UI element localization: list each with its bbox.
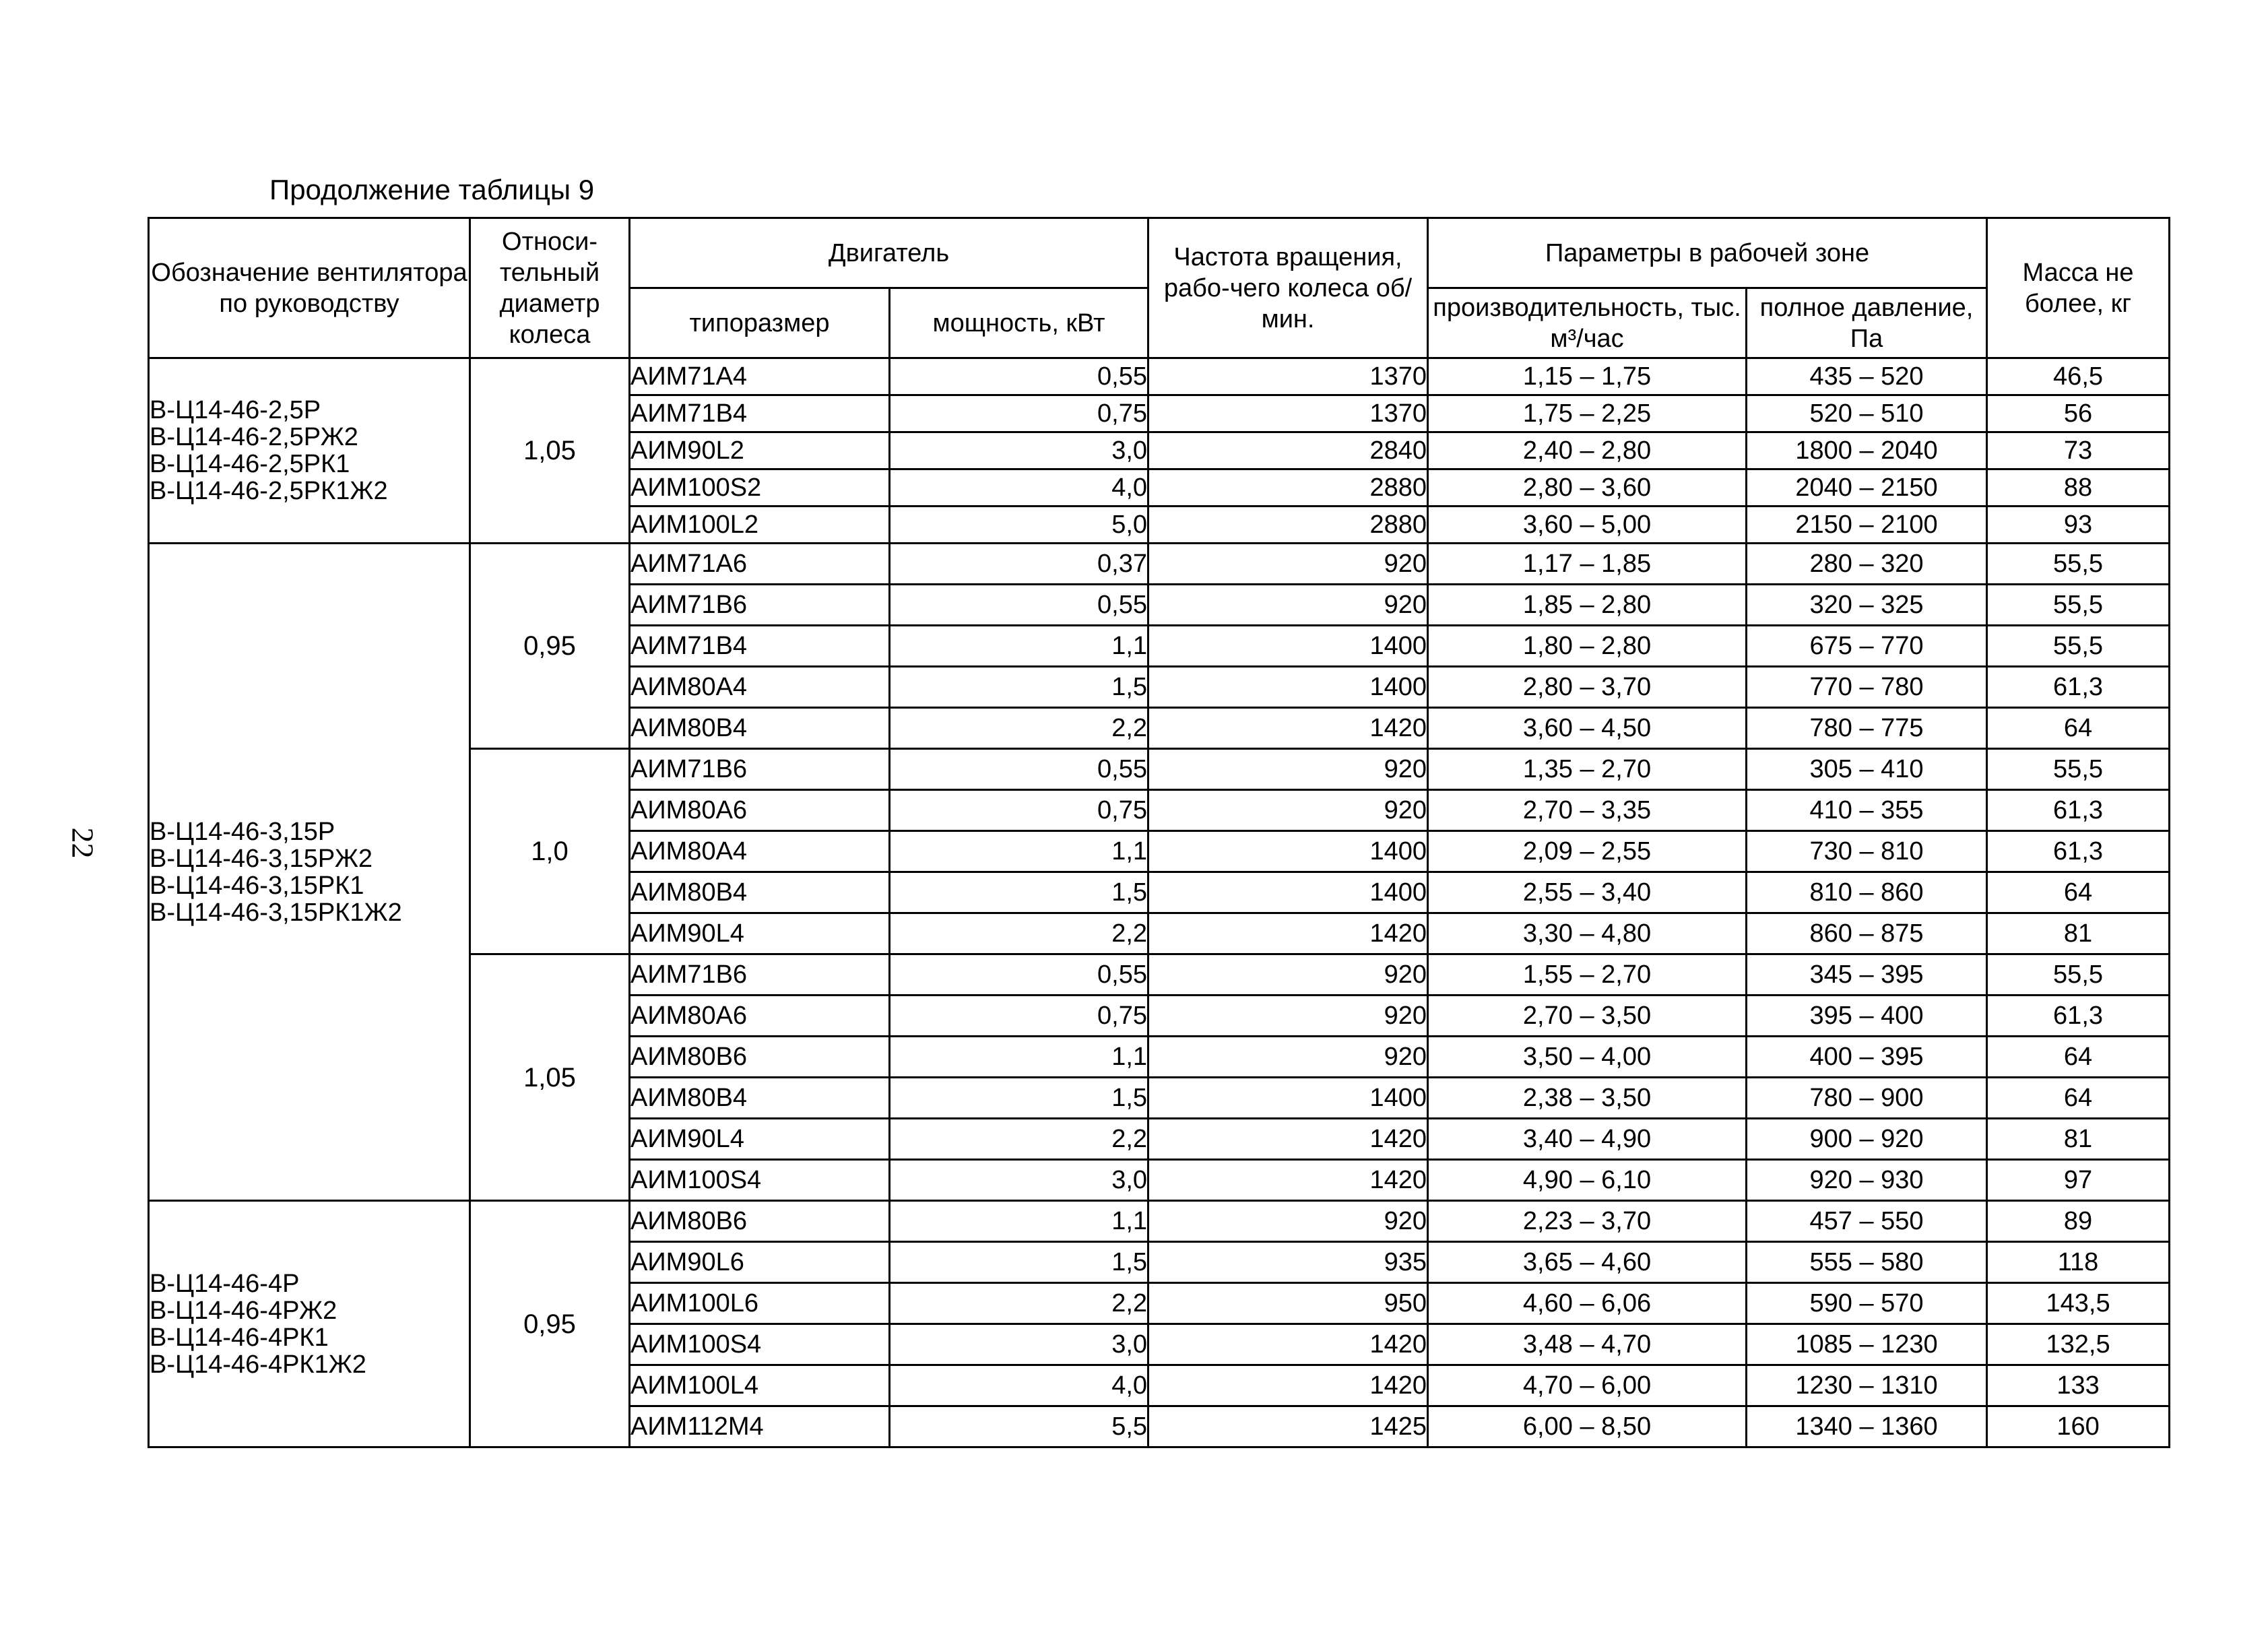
capacity-cell: 4,60 – 6,06 (1428, 1283, 1747, 1324)
capacity-cell: 1,15 – 1,75 (1428, 358, 1747, 395)
fan-designation: В-Ц14-46-4РЖ2 (150, 1296, 337, 1325)
mass-cell: 61,3 (1987, 996, 2170, 1037)
pressure-cell: 1085 – 1230 (1747, 1324, 1987, 1365)
pressure-cell: 555 – 580 (1747, 1242, 1987, 1283)
capacity-cell: 1,75 – 2,25 (1428, 395, 1747, 432)
capacity-cell: 1,17 – 1,85 (1428, 544, 1747, 585)
rpm-cell: 920 (1148, 749, 1428, 790)
capacity-cell: 1,85 – 2,80 (1428, 585, 1747, 626)
rpm-cell: 1400 (1148, 667, 1428, 708)
diameter-cell: 1,0 (470, 749, 630, 954)
capacity-cell: 2,80 – 3,60 (1428, 469, 1747, 507)
fan-designation: В-Ц14-46-3,15РК1Ж2 (150, 898, 402, 927)
engine-power-cell: 1,1 (890, 1201, 1148, 1242)
mass-cell: 64 (1987, 708, 2170, 749)
engine-type-cell: АИМ100S2 (630, 469, 890, 507)
page-number: 22 (65, 827, 100, 859)
engine-power-cell: 0,37 (890, 544, 1148, 585)
engine-power-cell: 2,2 (890, 1283, 1148, 1324)
diameter-cell: 1,05 (470, 358, 630, 544)
engine-type-cell: АИМ71В4 (630, 395, 890, 432)
rpm-cell: 1400 (1148, 872, 1428, 913)
table-row (149, 358, 2170, 395)
engine-power-cell: 3,0 (890, 1324, 1148, 1365)
rpm-cell: 920 (1148, 790, 1428, 831)
header-engine-power: мощность, кВт (890, 288, 1148, 358)
mass-cell: 61,3 (1987, 831, 2170, 872)
engine-power-cell: 0,75 (890, 790, 1148, 831)
pressure-cell: 305 – 410 (1747, 749, 1987, 790)
engine-power-cell: 5,0 (890, 507, 1148, 544)
capacity-cell: 1,55 – 2,70 (1428, 954, 1747, 996)
rpm-cell: 920 (1148, 996, 1428, 1037)
fan-designation: В-Ц14-46-4РК1Ж2 (150, 1350, 366, 1379)
capacity-cell: 2,70 – 3,50 (1428, 996, 1747, 1037)
rpm-cell: 920 (1148, 1037, 1428, 1078)
engine-type-cell: АИМ71В6 (630, 585, 890, 626)
pressure-cell: 435 – 520 (1747, 358, 1987, 395)
mass-cell: 55,5 (1987, 749, 2170, 790)
pressure-cell: 345 – 395 (1747, 954, 1987, 996)
rpm-cell: 950 (1148, 1283, 1428, 1324)
mass-cell: 93 (1987, 507, 2170, 544)
engine-power-cell: 1,1 (890, 626, 1148, 667)
pressure-cell: 410 – 355 (1747, 790, 1987, 831)
pressure-cell: 780 – 900 (1747, 1078, 1987, 1119)
mass-cell: 64 (1987, 872, 2170, 913)
capacity-cell: 4,90 – 6,10 (1428, 1160, 1747, 1201)
engine-type-cell: АИМ80А6 (630, 996, 890, 1037)
capacity-cell: 2,38 – 3,50 (1428, 1078, 1747, 1119)
pressure-cell: 675 – 770 (1747, 626, 1987, 667)
engine-type-cell: АИМ90L2 (630, 432, 890, 469)
engine-power-cell: 0,55 (890, 954, 1148, 996)
mass-cell: 133 (1987, 1365, 2170, 1406)
fan-parameters-table (148, 217, 2170, 1448)
capacity-cell: 2,70 – 3,35 (1428, 790, 1747, 831)
header-engine: Двигатель (630, 218, 1148, 288)
header-pressure: полное давление, Па (1747, 288, 1987, 358)
mass-cell: 89 (1987, 1201, 2170, 1242)
pressure-cell: 860 – 875 (1747, 913, 1987, 954)
table-caption: Продолжение таблицы 9 (269, 174, 595, 205)
pressure-cell: 1340 – 1360 (1747, 1406, 1987, 1447)
fan-designation: В-Ц14-46-3,15РК1 (150, 871, 364, 900)
engine-power-cell: 1,5 (890, 1242, 1148, 1283)
rpm-cell: 1420 (1148, 1160, 1428, 1201)
rpm-cell: 1420 (1148, 913, 1428, 954)
rpm-cell: 1420 (1148, 708, 1428, 749)
capacity-cell: 3,40 – 4,90 (1428, 1119, 1747, 1160)
fan-designation: В-Ц14-46-4РК1 (150, 1323, 329, 1352)
capacity-cell: 3,50 – 4,00 (1428, 1037, 1747, 1078)
engine-type-cell: АИМ80В4 (630, 872, 890, 913)
header-rpm: Частота вращения, рабо-чего колеса об/мин. (1148, 218, 1428, 358)
engine-power-cell: 1,1 (890, 1037, 1148, 1078)
engine-power-cell: 3,0 (890, 1160, 1148, 1201)
rpm-cell: 2840 (1148, 432, 1428, 469)
header-designation: Обозначение вентилятора по руководству (149, 218, 470, 358)
mass-cell: 61,3 (1987, 790, 2170, 831)
engine-type-cell: АИМ71В6 (630, 954, 890, 996)
fan-designation: В-Ц14-46-4Р (150, 1269, 300, 1298)
pressure-cell: 2040 – 2150 (1747, 469, 1987, 507)
engine-type-cell: АИМ80А4 (630, 831, 890, 872)
engine-type-cell: АИМ80В4 (630, 708, 890, 749)
mass-cell: 81 (1987, 1119, 2170, 1160)
fan-designation: В-Ц14-46-2,5РК1Ж2 (150, 477, 388, 505)
table-row (149, 1201, 2170, 1242)
rpm-cell: 1420 (1148, 1365, 1428, 1406)
pressure-cell: 770 – 780 (1747, 667, 1987, 708)
capacity-cell: 2,23 – 3,70 (1428, 1201, 1747, 1242)
pressure-cell: 920 – 930 (1747, 1160, 1987, 1201)
diameter-cell: 0,95 (470, 544, 630, 749)
mass-cell: 55,5 (1987, 585, 2170, 626)
engine-type-cell: АИМ80В6 (630, 1201, 890, 1242)
mass-cell: 64 (1987, 1078, 2170, 1119)
fan-designation-cell (149, 1201, 470, 1447)
engine-type-cell: АИМ100L6 (630, 1283, 890, 1324)
engine-power-cell: 1,5 (890, 667, 1148, 708)
pressure-cell: 2150 – 2100 (1747, 507, 1987, 544)
pressure-cell: 320 – 325 (1747, 585, 1987, 626)
mass-cell: 46,5 (1987, 358, 2170, 395)
mass-cell: 160 (1987, 1406, 2170, 1447)
mass-cell: 81 (1987, 913, 2170, 954)
rpm-cell: 920 (1148, 1201, 1428, 1242)
fan-designation: В-Ц14-46-3,15Р (150, 817, 335, 846)
rpm-cell: 1370 (1148, 358, 1428, 395)
pressure-cell: 520 – 510 (1747, 395, 1987, 432)
capacity-cell: 3,60 – 4,50 (1428, 708, 1747, 749)
engine-power-cell: 2,2 (890, 913, 1148, 954)
engine-power-cell: 1,1 (890, 831, 1148, 872)
capacity-cell: 1,35 – 2,70 (1428, 749, 1747, 790)
diameter-cell: 0,95 (470, 1201, 630, 1447)
fan-designation-cell (149, 544, 470, 1201)
mass-cell: 56 (1987, 395, 2170, 432)
pressure-cell: 900 – 920 (1747, 1119, 1987, 1160)
engine-power-cell: 4,0 (890, 469, 1148, 507)
engine-power-cell: 4,0 (890, 1365, 1148, 1406)
engine-type-cell: АИМ90L4 (630, 1119, 890, 1160)
engine-power-cell: 0,75 (890, 996, 1148, 1037)
pressure-cell: 590 – 570 (1747, 1283, 1987, 1324)
diameter-cell: 1,05 (470, 954, 630, 1201)
mass-cell: 88 (1987, 469, 2170, 507)
engine-power-cell: 0,55 (890, 358, 1148, 395)
pressure-cell: 280 – 320 (1747, 544, 1987, 585)
mass-cell: 73 (1987, 432, 2170, 469)
pressure-cell: 395 – 400 (1747, 996, 1987, 1037)
engine-type-cell: АИМ100L4 (630, 1365, 890, 1406)
rpm-cell: 1425 (1148, 1406, 1428, 1447)
engine-type-cell: АИМ71В4 (630, 626, 890, 667)
engine-type-cell: АИМ80В4 (630, 1078, 890, 1119)
mass-cell: 132,5 (1987, 1324, 2170, 1365)
capacity-cell: 3,48 – 4,70 (1428, 1324, 1747, 1365)
engine-type-cell: АИМ90L4 (630, 913, 890, 954)
rpm-cell: 2880 (1148, 507, 1428, 544)
header-params: Параметры в рабочей зоне (1428, 218, 1987, 288)
mass-cell: 118 (1987, 1242, 2170, 1283)
engine-type-cell: АИМ100S4 (630, 1324, 890, 1365)
rpm-cell: 2880 (1148, 469, 1428, 507)
engine-power-cell: 2,2 (890, 708, 1148, 749)
header-mass: Масса не более, кг (1987, 218, 2170, 358)
engine-type-cell: АИМ100S4 (630, 1160, 890, 1201)
engine-power-cell: 0,75 (890, 395, 1148, 432)
header-diameter: Относи-тельный диаметр колеса (470, 218, 630, 358)
engine-power-cell: 3,0 (890, 432, 1148, 469)
pressure-cell: 1800 – 2040 (1747, 432, 1987, 469)
fan-designation: В-Ц14-46-3,15РЖ2 (150, 844, 373, 873)
pressure-cell: 730 – 810 (1747, 831, 1987, 872)
table-row (149, 544, 2170, 585)
engine-power-cell: 0,55 (890, 749, 1148, 790)
mass-cell: 55,5 (1987, 544, 2170, 585)
mass-cell: 64 (1987, 1037, 2170, 1078)
mass-cell: 55,5 (1987, 626, 2170, 667)
rpm-cell: 1400 (1148, 831, 1428, 872)
capacity-cell: 3,65 – 4,60 (1428, 1242, 1747, 1283)
capacity-cell: 2,09 – 2,55 (1428, 831, 1747, 872)
capacity-cell: 3,60 – 5,00 (1428, 507, 1747, 544)
header-engine-type: типоразмер (630, 288, 890, 358)
capacity-cell: 4,70 – 6,00 (1428, 1365, 1747, 1406)
mass-cell: 61,3 (1987, 667, 2170, 708)
engine-type-cell: АИМ80В6 (630, 1037, 890, 1078)
rpm-cell: 935 (1148, 1242, 1428, 1283)
engine-power-cell: 1,5 (890, 872, 1148, 913)
pressure-cell: 400 – 395 (1747, 1037, 1987, 1078)
engine-type-cell: АИМ71А6 (630, 544, 890, 585)
rpm-cell: 920 (1148, 544, 1428, 585)
rpm-cell: 1400 (1148, 626, 1428, 667)
fan-designation-cell (149, 358, 470, 544)
fan-designation: В-Ц14-46-2,5РК1 (150, 450, 350, 478)
engine-power-cell: 2,2 (890, 1119, 1148, 1160)
capacity-cell: 2,80 – 3,70 (1428, 667, 1747, 708)
rpm-cell: 1370 (1148, 395, 1428, 432)
rpm-cell: 1420 (1148, 1119, 1428, 1160)
fan-designation: В-Ц14-46-2,5РЖ2 (150, 423, 358, 451)
engine-power-cell: 0,55 (890, 585, 1148, 626)
engine-type-cell: АИМ100L2 (630, 507, 890, 544)
engine-type-cell: АИМ80А4 (630, 667, 890, 708)
engine-power-cell: 5,5 (890, 1406, 1148, 1447)
engine-type-cell: АИМ71А4 (630, 358, 890, 395)
engine-type-cell: АИМ112М4 (630, 1406, 890, 1447)
rpm-cell: 1400 (1148, 1078, 1428, 1119)
engine-type-cell: АИМ71В6 (630, 749, 890, 790)
mass-cell: 55,5 (1987, 954, 2170, 996)
rpm-cell: 1420 (1148, 1324, 1428, 1365)
rpm-cell: 920 (1148, 954, 1428, 996)
engine-type-cell: АИМ80А6 (630, 790, 890, 831)
engine-power-cell: 1,5 (890, 1078, 1148, 1119)
mass-cell: 97 (1987, 1160, 2170, 1201)
pressure-cell: 780 – 775 (1747, 708, 1987, 749)
capacity-cell: 3,30 – 4,80 (1428, 913, 1747, 954)
rpm-cell: 920 (1148, 585, 1428, 626)
pressure-cell: 457 – 550 (1747, 1201, 1987, 1242)
capacity-cell: 6,00 – 8,50 (1428, 1406, 1747, 1447)
fan-designation: В-Ц14-46-2,5Р (150, 396, 321, 424)
table-body (149, 358, 2170, 1447)
pressure-cell: 810 – 860 (1747, 872, 1987, 913)
capacity-cell: 2,55 – 3,40 (1428, 872, 1747, 913)
capacity-cell: 1,80 – 2,80 (1428, 626, 1747, 667)
engine-type-cell: АИМ90L6 (630, 1242, 890, 1283)
capacity-cell: 2,40 – 2,80 (1428, 432, 1747, 469)
mass-cell: 143,5 (1987, 1283, 2170, 1324)
pressure-cell: 1230 – 1310 (1747, 1365, 1987, 1406)
header-capacity: производительность, тыс. м³/час (1428, 288, 1747, 358)
